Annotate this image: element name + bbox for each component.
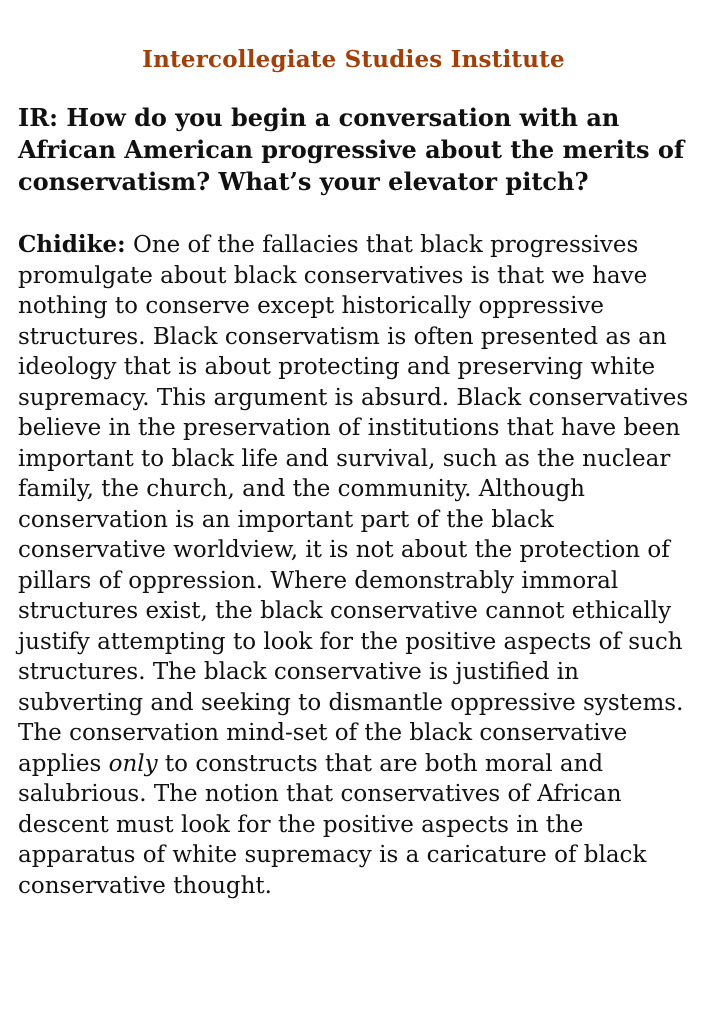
source-title: Intercollegiate Studies Institute — [142, 46, 565, 73]
answer-text-part-2: to constructs that are both moral and salubrious. The notion that conservatives of African descent must look for the positive aspects in the apparatus of white supremacy is a caricature of black conservative thought. — [18, 750, 647, 899]
speaker-label: Chidike: — [18, 231, 126, 258]
answer-emphasis: only — [108, 750, 158, 777]
interview-answer — [18, 230, 689, 901]
answer-text-part-1: One of the fallacies that black progressives promulgate about black conservatives is that we have nothing to conserve except historically oppressive structures. Black conservatism is often presented as an ideology that is about protecting and preserving white supremacy. This argument is absurd. Black conservatives believe in the preservation of institutions that have been important to black life and survival, such as the nuclear family, the church, and the community. Although conservation is an important part of the black conservative worldview, it is not about the protection of pillars of oppression. Where demonstrably immoral structures exist, the black conservative cannot ethically justify attempting to look for the positive aspects of such structures. The black conservative is justified in subverting and seeking to dismantle oppressive systems. The conservation mind-set of the black conservative applies — [18, 232, 689, 777]
interview-question: IR: How do you begin a conversation with an African American progressive about the merits of conservatism? What’s your elevator pitch? — [18, 103, 685, 196]
